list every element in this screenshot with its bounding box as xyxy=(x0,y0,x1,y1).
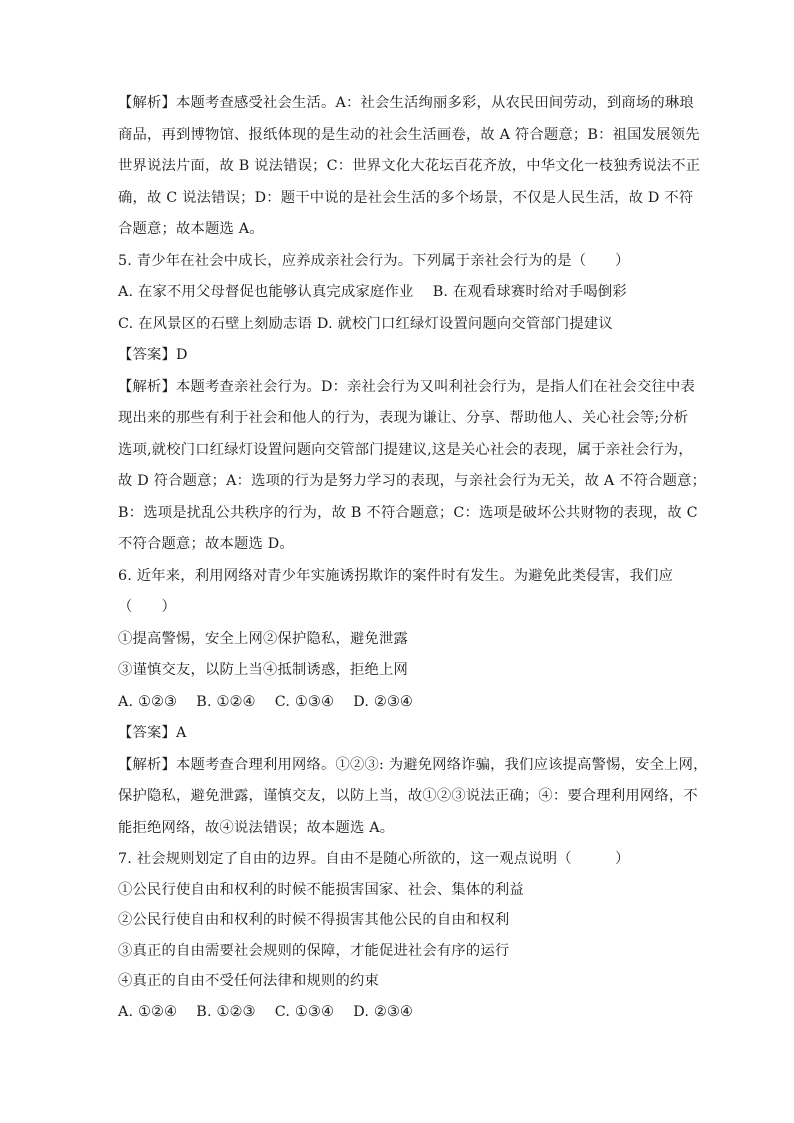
q6-items-34: ③谨慎交友，以防上当④抵制诱惑，拒绝上网 xyxy=(118,662,408,678)
exam-page xyxy=(118,88,708,1027)
q7-item: ①公民行使自由和权利的时候不能损害国家、社会、集体的利益 xyxy=(118,881,524,898)
q6-stem-bracket: （ ） xyxy=(118,599,176,615)
q6-analysis-line: 【解析】本题考查合理利用网络。①②③: 为避免网络诈骗，我们应该提高警惕，安全上网， xyxy=(118,756,708,773)
q4-analysis-line: 【解析】本题考查感受社会生活。A：社会生活绚丽多彩，从农民田间劳动，到商场的琳琅 xyxy=(118,95,694,111)
q5-stem: 5. 青少年在社会中成长，应养成亲社会行为。下列属于亲社会行为的是（ ） xyxy=(118,252,630,269)
q5-options-cd: C. 在风景区的石壁上刻励志语 D. 就校门口红绿灯设置问题向交管部门提建议 xyxy=(118,315,613,332)
q7-item: ④真正的自由不受任何法律和规则的约束 xyxy=(118,973,379,989)
q7-stem: 7. 社会规则划定了自由的边界。自由不是随心所欲的，这一观点说明（ ） xyxy=(118,851,630,867)
q7-options: A. ①②④ B. ①②③ C. ①③④ D. ②③④ xyxy=(118,1003,413,1020)
q6-items-12: ①提高警惕，安全上网②保护隐私，避免泄露 xyxy=(118,630,408,647)
q5-analysis-line: 【解析】本题考查亲社会行为。D：亲社会行为又叫利社会行为，是指人们在社会交往中表 xyxy=(118,378,696,395)
q6-analysis-line: 能拒绝网络，故④说法错误；故本题选 A。 xyxy=(118,819,395,836)
q4-analysis-line: 世界说法片面，故 B 说法错误；C：世界文化大花坛百花齐放，中华文化一枝独秀说法不正 xyxy=(118,158,701,174)
q4-analysis-line: 商品，再到博物馆、报纸体现的是生动的社会生活画卷，故 A 符合题意；B：祖国发展领先 xyxy=(118,126,700,143)
q5-options-ab: A. 在家不用父母督促也能够认真完成家庭作业 B. 在观看球赛时给对手喝倒彩 xyxy=(118,284,627,300)
q6-options: A. ①②③ B. ①②④ C. ①③④ D. ②③④ xyxy=(118,693,413,710)
q5-analysis-line: 选项,就校门口红绿灯设置问题向交管部门提建议,这是关心社会的表现，属于亲社会行为， xyxy=(118,441,693,458)
q5-analysis-line: 现出来的那些有利于社会和他人的行为，表现为谦让、分享、帮助他人、关心社会等;分析 xyxy=(118,410,689,426)
q7-item: ②公民行使自由和权利的时候不得损害其他公民的自由和权利 xyxy=(118,912,510,928)
q5-analysis-line: 故 D 符合题意；A：选项的行为是努力学习的表现，与亲社会行为无关，故 A 不符合题意； xyxy=(118,473,707,489)
q4-analysis-line: 确，故 C 说法错误；D：题干中说的是社会生活的多个场景，不仅是人民生活，故 D 不符 xyxy=(118,189,694,206)
q6-stem: 6. 近年来，利用网络对青少年实施诱拐欺诈的案件时有发生。为避免此类侵害，我们应 xyxy=(118,567,674,584)
q5-answer: 【答案】D xyxy=(118,347,188,363)
q6-analysis-line: 保护隐私，避免泄露，谨慎交友，以防上当，故①②③说法正确；④：要合理利用网络，不 xyxy=(118,788,698,804)
q5-analysis-line: 不符合题意；故本题选 D。 xyxy=(118,536,294,552)
q6-answer: 【答案】A xyxy=(118,725,187,741)
q4-analysis-line: 合题意；故本题选 A。 xyxy=(118,221,264,237)
q7-item: ③真正的自由需要社会规则的保障，才能促进社会有序的运行 xyxy=(118,942,510,959)
q5-analysis-line: B：选项是扰乱公共秩序的行为，故 B 不符合题意；C：选项是破坏公共财物的表现，故 C xyxy=(118,504,698,521)
